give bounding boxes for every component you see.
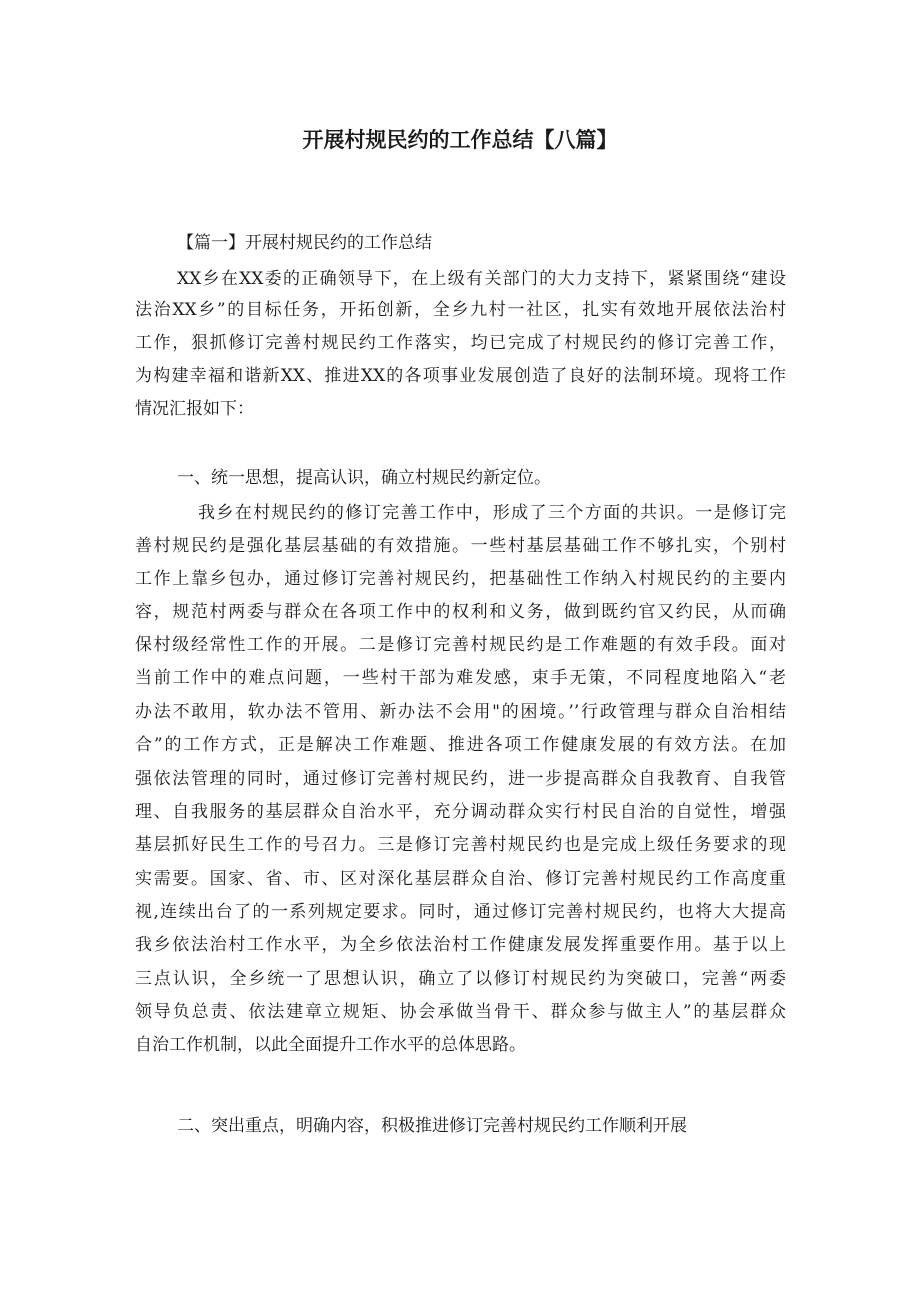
paragraph-line: 我乡依法治村工作水平，为全乡依法治村工作健康发展发挥重要作用。基于以上 [135,935,786,955]
subsection-heading: 二、突出重点，明确内容，积极推进修订完善村规民约工作顺利开展 [177,1116,687,1136]
paragraph-line: 为构建幸福和谐新XX、推进XX的各项事业发展创造了良好的法制环境。现将工作 [135,366,786,386]
paragraph-line: 保村级经常性工作的开展。二是修订完善村规民约是工作难题的有效手段。面对 [135,635,786,655]
paragraph-line: XX乡在XX委的正确领导下，在上级有关部门的大力支持下，紧紧围绕“建设 [177,269,786,289]
document-title: 开展村规民约的工作总结【八篇】 [302,128,618,152]
paragraph-line: 领导负总责、依法建章立规矩、协会承做当骨干、群众参与做主人”的基层群众 [135,1002,786,1022]
paragraph-line: 视,连续出台了的一系列规定要求。同时，通过修订完善村规民约，也将大大提高 [135,902,786,922]
paragraph-line: 法治XX乡”的目标任务，开拓创新，全乡九村一社区，扎实有效地开展依法治村 [135,300,786,320]
paragraph-line: 情况汇报如下： [135,399,254,419]
paragraph-line: 办法不敢用，软办法不管用、新办法不会用"的困境。’’行政管理与群众自治相结 [135,702,786,722]
paragraph-line: 工作，狠抓修订完善村规民约工作落实，均已完成了村规民约的修订完善工作， [135,333,786,353]
paragraph-line: 工作上靠乡包办，通过修订完善衬规民约，把基础性工作纳入村规民约的主要内 [135,569,786,589]
paragraph-line: 我乡在村规民约的修订完善工作中，形成了三个方面的共识。一是修订完 [198,503,786,523]
paragraph-line: 当前工作中的难点问题，一些村干部为难发感，束手无策，不同程度地陷入“老 [135,668,786,688]
paragraph-line: 基层抓好民生工作的号召力。三是修订完善村规民约也是完成上级任务要求的现 [135,835,786,855]
paragraph-line: 自治工作机制，以此全面提升工作水平的总体思路。 [135,1035,526,1055]
paragraph-line: 强依法管理的同时，通过修订完善村规民约，进一步提高群众自我教育、自我管 [135,769,786,789]
paragraph-line: 实需要。国家、省、市、区对深化基层群众自治、修订完善村规民约工作高度重 [135,869,786,889]
paragraph-line: 容，规范村两委与群众在各项工作中的权利和义务，做到既约官又约民，从而确 [135,602,786,622]
paragraph-line: 理、自我服务的基层群众自治水平，充分调动群众实行村民自治的自觉性，增强 [135,802,786,822]
paragraph-line: 合”的工作方式，正是解决工作难题、推进各项工作健康发展的有效方法。在加 [135,735,786,755]
section-heading: 【篇一】开展村规民约的工作总结 [177,233,432,253]
paragraph-line: 三点认识，全乡统一了思想认识，确立了以修订村规民约为突破口，完善“两委 [135,969,786,989]
paragraph-line: 善村规民约是强化基层基础的有效措施。一些村基层基础工作不够扎实，个别村 [135,536,786,556]
subsection-heading: 一、统一思想，提高认识，确立村规民约新定位。 [177,468,551,488]
